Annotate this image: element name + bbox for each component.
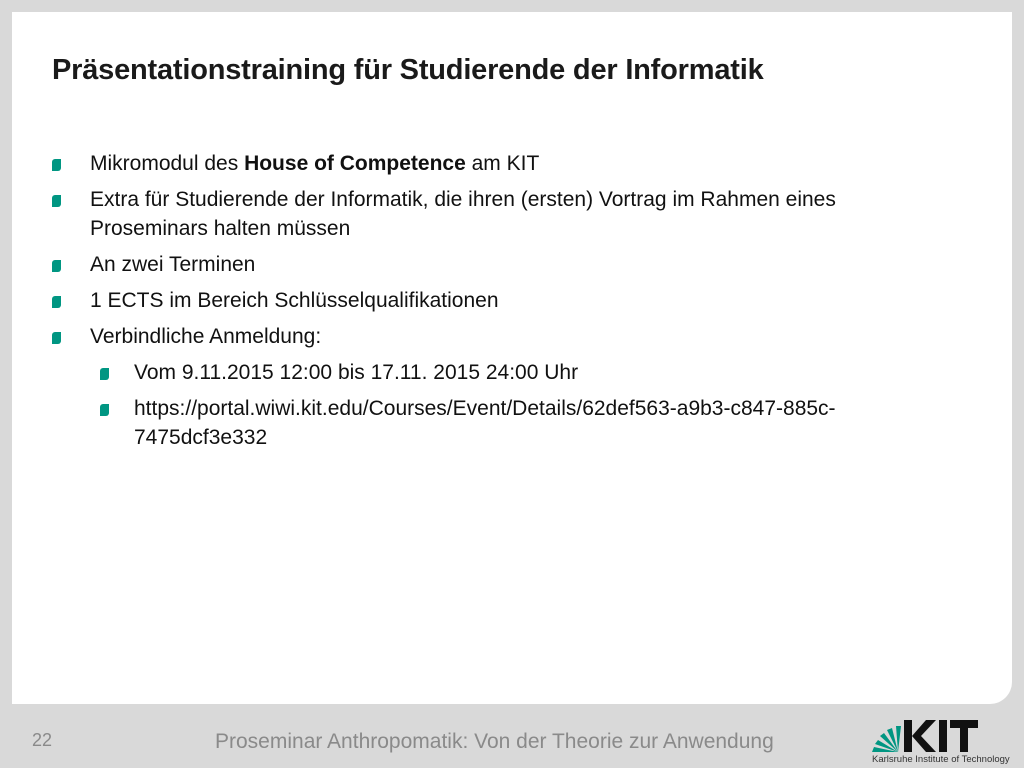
slide-title: Präsentationstraining für Studierende der Informatik xyxy=(52,54,764,86)
sub-bullet-item xyxy=(12,358,952,387)
bullet-item xyxy=(12,322,952,351)
sub-bullet-text: Vom 9.11.2015 12:00 bis 17.11. 2015 24:00 Uhr xyxy=(134,361,579,384)
sub-bullet-item[interactable] xyxy=(12,394,952,452)
bullet-text: 1 ECTS im Bereich Schlüsselqualifikationen xyxy=(90,289,499,312)
bullet-item xyxy=(12,149,952,178)
bullet-text: Mikromodul des House of Competence am KIT xyxy=(90,152,540,175)
bullet-text: Verbindliche Anmeldung: xyxy=(90,325,322,348)
slide-canvas xyxy=(12,12,1012,704)
page-number: 22 xyxy=(32,730,53,750)
bullet-text: An zwei Terminen xyxy=(90,253,256,276)
footer-text: Proseminar Anthropomatik: Von der Theorie zur Anwendung xyxy=(215,730,774,753)
bullet-icon xyxy=(52,296,61,308)
bullet-icon xyxy=(52,260,61,272)
bullet-text: Extra für Studierende der Informatik, die ihren (ersten) Vortrag im Rahmen eines Proseminars halten müssen xyxy=(90,188,836,240)
bullet-item xyxy=(12,286,952,315)
kit-logo-text: KIT xyxy=(868,710,870,711)
kit-logo-subtitle: Karlsruhe Institute of Technology xyxy=(872,754,1010,765)
bullet-item xyxy=(12,185,952,243)
bullet-text-bold: House of Competence xyxy=(244,152,466,175)
slide-footer xyxy=(0,704,1024,768)
bullet-icon xyxy=(100,404,109,416)
bullet-list xyxy=(12,149,1012,459)
registration-link[interactable]: https://portal.wiwi.kit.edu/Courses/Event/Details/62def563-a9b3-c847-885c-7475dcf3e332 xyxy=(134,397,836,449)
bullet-item xyxy=(12,250,952,279)
bullet-icon xyxy=(100,368,109,380)
bullet-icon xyxy=(52,332,61,344)
bullet-icon xyxy=(52,159,61,171)
bullet-icon xyxy=(52,195,61,207)
